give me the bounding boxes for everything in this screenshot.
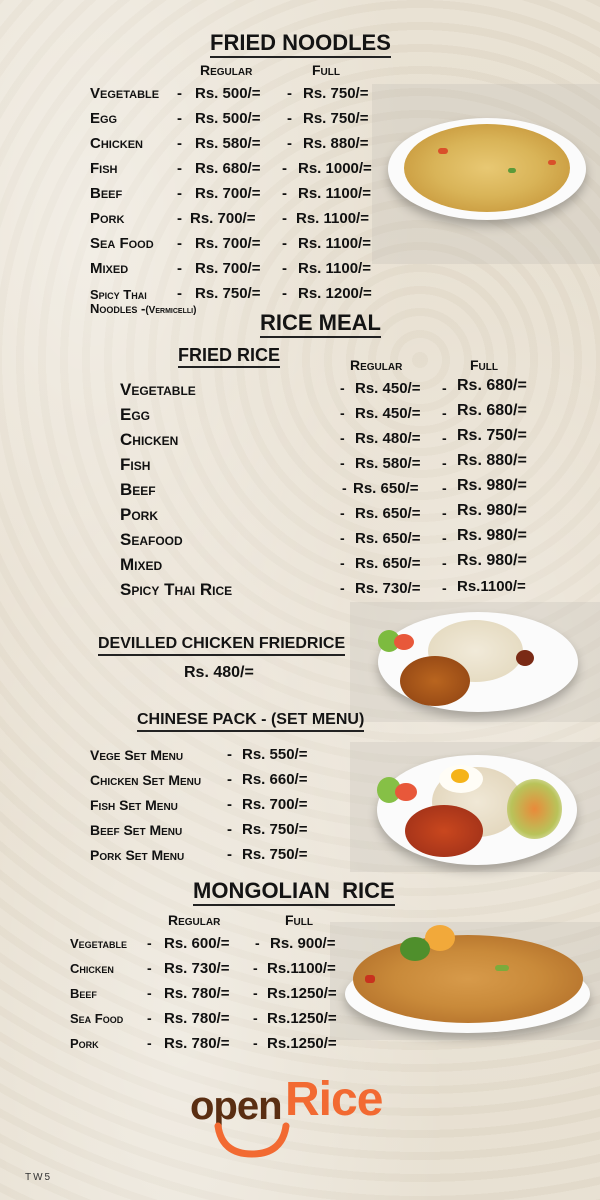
item-price-regular: Rs. 650/= bbox=[355, 555, 421, 572]
item-name: Vege Set Menu bbox=[90, 747, 184, 763]
item-name: Vegetable bbox=[70, 936, 128, 951]
item-price-full: Rs.1250/= bbox=[267, 985, 337, 1002]
item-name: Chicken bbox=[70, 961, 114, 976]
item-price-regular: Rs. 700/= bbox=[195, 185, 261, 202]
devilled-chicken-price: Rs. 480/= bbox=[184, 664, 254, 681]
item-name: Pork bbox=[120, 505, 159, 524]
list-item: Fish - Rs. 580/= - Rs. 880/= bbox=[120, 452, 527, 474]
item-price-full: Rs. 750/= bbox=[303, 110, 369, 127]
item-name: Sea Food bbox=[70, 1011, 124, 1026]
mongolian-rice-regular-header: Regular bbox=[168, 912, 221, 928]
item-price-full: Rs.1250/= bbox=[267, 1010, 337, 1027]
list-item: Chicken - Rs. 730/= - Rs.1100/= bbox=[70, 960, 336, 977]
item-price: Rs. 750/= bbox=[242, 821, 308, 838]
devilled-chicken-plate-image bbox=[378, 612, 578, 712]
item-price-full: Rs. 1100/= bbox=[298, 260, 371, 277]
item-price-full: Rs. 680/= bbox=[457, 402, 527, 419]
item-name: Beef bbox=[70, 986, 97, 1001]
item-name: Mixed bbox=[90, 260, 129, 277]
item-name: Spicy Thai bbox=[90, 287, 147, 302]
list-item: Vege Set Menu - Rs. 550/= bbox=[90, 746, 308, 763]
item-name: Pork bbox=[70, 1036, 99, 1051]
item-price-full: Rs. 900/= bbox=[270, 935, 336, 952]
list-item: Sea Food - Rs. 780/= - Rs.1250/= bbox=[70, 1010, 337, 1027]
item-name: Pork bbox=[90, 210, 125, 227]
item-price-full: Rs. 750/= bbox=[457, 427, 527, 444]
item-price-full: Rs. 980/= bbox=[457, 477, 527, 494]
footer-code: TW5 bbox=[25, 1172, 53, 1183]
item-price-regular: Rs. 730/= bbox=[164, 960, 230, 977]
list-item: Pork Set Menu - Rs. 750/= bbox=[90, 846, 308, 863]
fried-noodles-plate-image bbox=[388, 118, 586, 220]
item-price-regular: Rs. 780/= bbox=[164, 985, 230, 1002]
item-price-full: Rs. 980/= bbox=[457, 502, 527, 519]
list-item: Seafood - Rs. 650/= - Rs. 980/= bbox=[120, 527, 527, 549]
item-price-full: Rs. 1100/= bbox=[296, 210, 369, 227]
list-item: Chicken Set Menu - Rs. 660/= bbox=[90, 771, 308, 788]
mongolian-rice-title: MONGOLIAN RICE bbox=[193, 880, 395, 906]
logo-text-open: open bbox=[190, 1084, 282, 1128]
item-price-full: Rs.1250/= bbox=[267, 1035, 337, 1052]
item-price-full: Rs. 880/= bbox=[457, 452, 527, 469]
item-name: Fish bbox=[90, 160, 118, 177]
fried-noodles-regular-header: Regular bbox=[200, 62, 253, 78]
item-price-full: Rs. 880/= bbox=[303, 135, 369, 152]
list-item: Pork - Rs. 650/= - Rs. 980/= bbox=[120, 502, 527, 524]
item-price: Rs. 700/= bbox=[242, 796, 308, 813]
item-price-regular: Rs. 730/= bbox=[355, 580, 421, 597]
item-name: Vegetable bbox=[90, 85, 160, 102]
item-name: Chicken bbox=[120, 430, 179, 449]
list-item: Vegetable - Rs. 600/= - Rs. 900/= bbox=[70, 935, 336, 952]
list-item: Spicy Thai Rice - Rs. 730/= - Rs.1100/= bbox=[120, 578, 526, 599]
item-name: Fish Set Menu bbox=[90, 797, 178, 813]
smile-icon bbox=[212, 1122, 292, 1158]
mongolian-rice-full-header: Full bbox=[285, 912, 313, 928]
list-item: Egg - Rs. 450/= - Rs. 680/= bbox=[120, 402, 527, 424]
item-name: Spicy Thai Rice bbox=[120, 580, 233, 599]
item-price: Rs. 750/= bbox=[242, 846, 308, 863]
item-price-full: Rs. 750/= bbox=[303, 85, 369, 102]
item-price-regular: Rs. 580/= bbox=[195, 135, 261, 152]
chinese-pack-plate-image bbox=[377, 755, 577, 865]
item-price-full: Rs. 680/= bbox=[457, 377, 527, 394]
item-price: Rs. 660/= bbox=[242, 771, 308, 788]
item-price-regular: Rs. 780/= bbox=[164, 1035, 230, 1052]
item-price-regular: Rs. 780/= bbox=[164, 1010, 230, 1027]
item-name: Fish bbox=[120, 455, 151, 474]
mongolian-rice-plate-image bbox=[345, 955, 590, 1033]
item-price-regular: Rs. 500/= bbox=[195, 85, 261, 102]
item-name: Egg bbox=[120, 405, 151, 424]
item-price-full: Rs. 1000/= bbox=[298, 160, 372, 177]
item-name-line2: Noodles -(Vermicelli) bbox=[90, 301, 197, 316]
fried-rice-title: FRIED RICE bbox=[178, 346, 280, 368]
fried-noodles-title: FRIED NOODLES bbox=[210, 32, 391, 58]
item-name: Seafood bbox=[120, 530, 183, 549]
item-price-regular: Rs. 600/= bbox=[164, 935, 230, 952]
item-name: Mixed bbox=[120, 555, 163, 574]
item-price-full: Rs. 1100/= bbox=[298, 185, 371, 202]
openrice-logo bbox=[190, 1070, 420, 1160]
devilled-chicken-title: DEVILLED CHICKEN FRIEDRICE bbox=[98, 636, 345, 656]
fried-noodles-full-header: Full bbox=[312, 62, 340, 78]
item-price-regular: Rs. 480/= bbox=[355, 430, 421, 447]
list-item: Fish Set Menu - Rs. 700/= bbox=[90, 796, 308, 813]
list-item: Mixed - Rs. 650/= - Rs. 980/= bbox=[120, 552, 527, 574]
item-price-regular: Rs. 650/= bbox=[353, 480, 419, 497]
item-price: Rs. 550/= bbox=[242, 746, 308, 763]
item-price-full: Rs.1100/= bbox=[457, 578, 526, 595]
logo-text-rice: Rice bbox=[285, 1073, 383, 1126]
item-name: Beef Set Menu bbox=[90, 822, 183, 838]
item-price-regular: Rs. 700/= bbox=[190, 210, 256, 227]
fried-rice-full-header: Full bbox=[470, 357, 498, 373]
item-name: Pork Set Menu bbox=[90, 847, 185, 863]
item-price-full: Rs. 1100/= bbox=[298, 235, 371, 252]
item-name: Chicken bbox=[90, 135, 144, 152]
item-price-regular: Rs. 650/= bbox=[355, 505, 421, 522]
item-price-full: Rs. 1200/= bbox=[298, 285, 372, 302]
item-price-regular: Rs. 500/= bbox=[195, 110, 261, 127]
item-name: Beef bbox=[120, 480, 156, 499]
item-name: Beef bbox=[90, 185, 123, 202]
item-price-regular: Rs. 700/= bbox=[195, 235, 261, 252]
item-name: Egg bbox=[90, 110, 118, 127]
item-note: (Vermicelli) bbox=[145, 305, 197, 316]
item-price-regular: Rs. 450/= bbox=[355, 405, 421, 422]
chinese-pack-title: CHINESE PACK - (SET MENU) bbox=[137, 712, 364, 732]
item-name: Chicken Set Menu bbox=[90, 772, 202, 788]
item-price-regular: Rs. 750/= bbox=[195, 285, 261, 302]
item-price-full: Rs. 980/= bbox=[457, 527, 527, 544]
item-price-regular: Rs. 650/= bbox=[355, 530, 421, 547]
item-name: Sea Food bbox=[90, 235, 154, 252]
list-item: Beef - Rs. 650/= - Rs. 980/= bbox=[120, 477, 527, 499]
rice-meal-title: RICE MEAL bbox=[260, 312, 381, 338]
list-item: Beef Set Menu - Rs. 750/= bbox=[90, 821, 308, 838]
item-price-regular: Rs. 700/= bbox=[195, 260, 261, 277]
list-item: Pork - Rs. 780/= - Rs.1250/= bbox=[70, 1035, 337, 1052]
list-item: Chicken - Rs. 480/= - Rs. 750/= bbox=[120, 427, 527, 449]
item-price-full: Rs. 980/= bbox=[457, 552, 527, 569]
list-item: Vegetable - Rs. 450/= - Rs. 680/= bbox=[120, 377, 527, 399]
item-name: Vegetable bbox=[120, 380, 196, 399]
list-item: Beef - Rs. 780/= - Rs.1250/= bbox=[70, 985, 337, 1002]
item-price-regular: Rs. 680/= bbox=[195, 160, 261, 177]
item-price-regular: Rs. 580/= bbox=[355, 455, 421, 472]
fried-rice-regular-header: Regular bbox=[350, 357, 403, 373]
item-price-full: Rs.1100/= bbox=[267, 960, 336, 977]
item-price-regular: Rs. 450/= bbox=[355, 380, 421, 397]
